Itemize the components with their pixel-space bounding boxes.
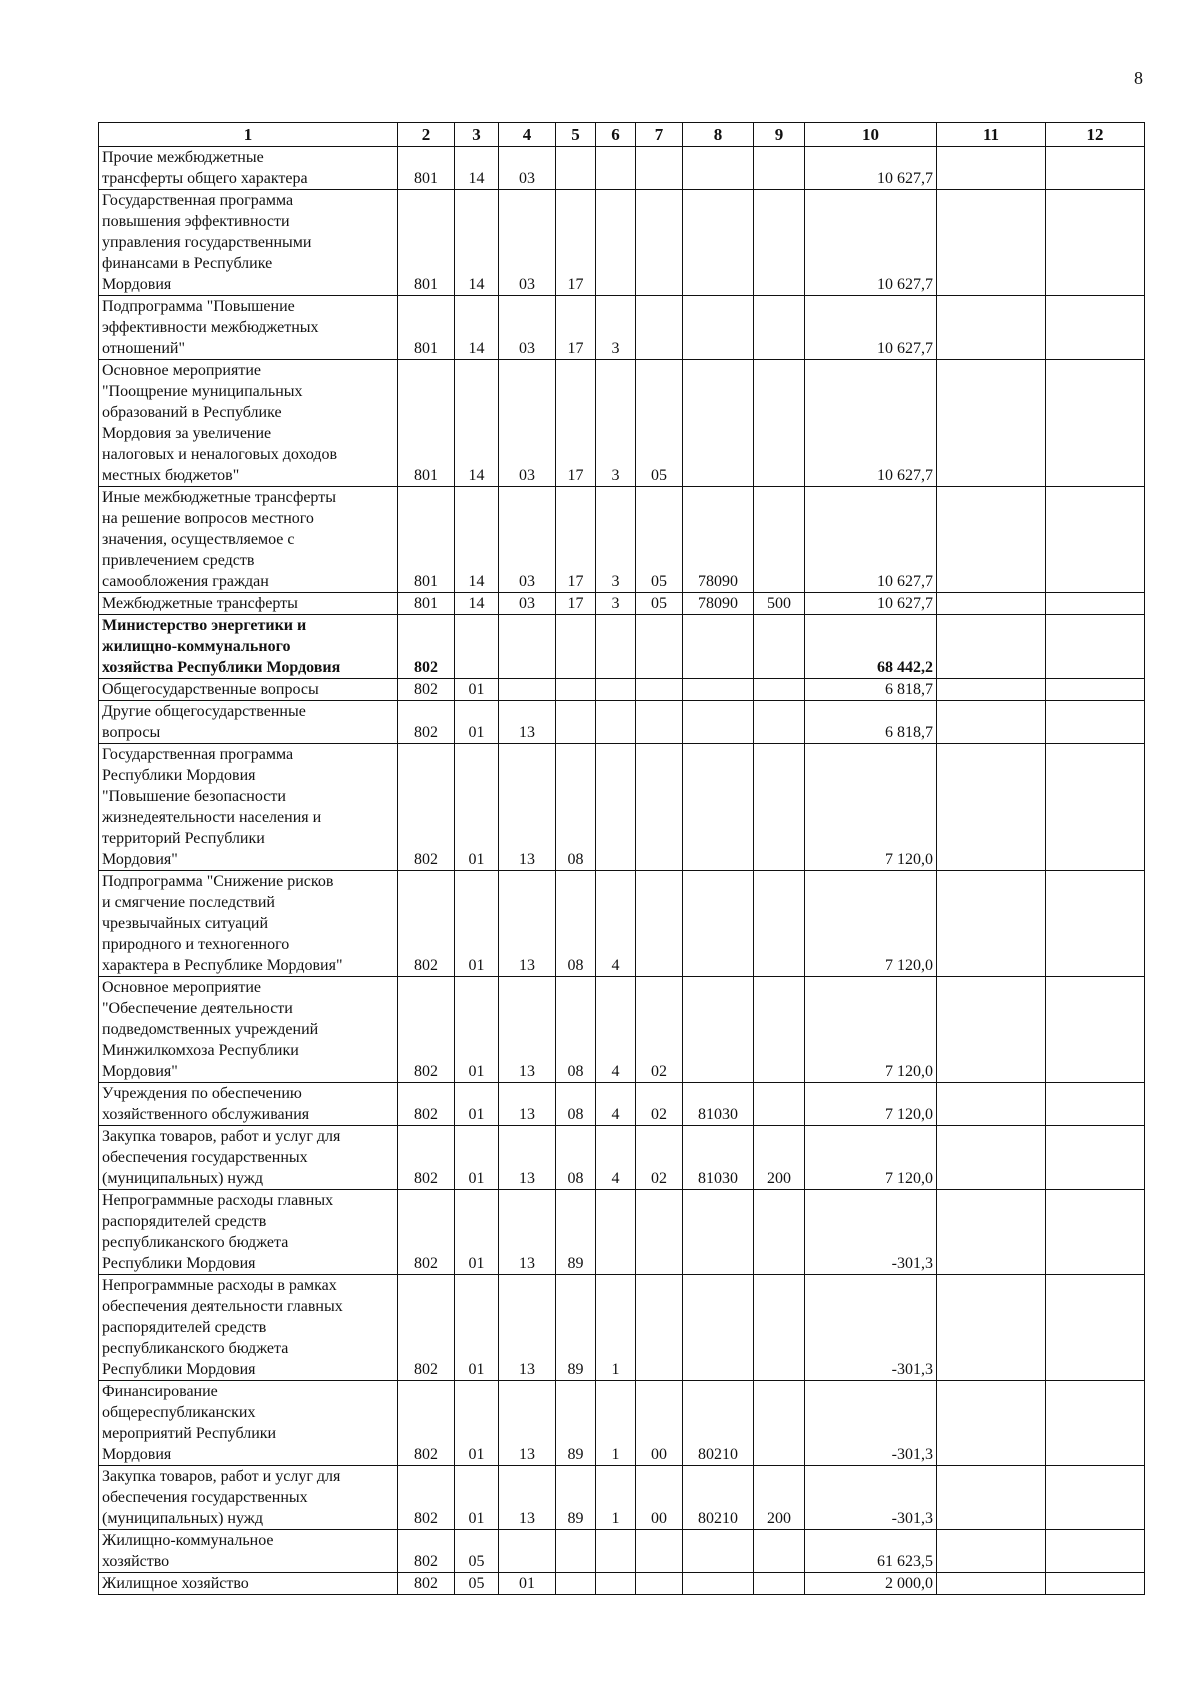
column-header: 3: [455, 123, 499, 147]
program-code-cell: 08: [556, 977, 596, 1083]
subprogram-code-cell: [596, 1530, 636, 1573]
column-12-cell: [1046, 1573, 1145, 1595]
expense-type-cell: [754, 1275, 805, 1381]
table-row: [99, 1573, 1145, 1595]
amount-cell: 61 623,5: [805, 1530, 937, 1573]
direction-code-cell: 81030: [683, 1083, 754, 1126]
subprogram-code-cell: [596, 1573, 636, 1595]
column-header: 11: [937, 123, 1046, 147]
activity-code-cell: [636, 296, 683, 360]
expense-type-cell: 500: [754, 593, 805, 615]
activity-code-cell: [636, 1530, 683, 1573]
column-12-cell: [1046, 1083, 1145, 1126]
expense-type-cell: 200: [754, 1466, 805, 1530]
amount-cell: 7 120,0: [805, 977, 937, 1083]
column-header: 8: [683, 123, 754, 147]
section-code-cell: 801: [398, 487, 455, 593]
subprogram-code-cell: 3: [596, 360, 636, 487]
amount-cell: 10 627,7: [805, 593, 937, 615]
expense-type-cell: [754, 744, 805, 871]
activity-code-cell: 05: [636, 360, 683, 487]
table-row: [99, 1083, 1145, 1126]
column-header: 2: [398, 123, 455, 147]
table-row: [99, 1126, 1145, 1190]
direction-code-cell: [683, 615, 754, 679]
row-name-cell: Основное мероприятие "Поощрение муниципальных образований в Республике Мордовия за увеличение налоговых и неналоговых доходов местных бюджетов": [99, 360, 398, 487]
activity-code-cell: 02: [636, 1083, 683, 1126]
column-12-cell: [1046, 1275, 1145, 1381]
column-12-cell: [1046, 1466, 1145, 1530]
table-row: [99, 296, 1145, 360]
activity-code-cell: [636, 744, 683, 871]
row-name-cell: Иные межбюджетные трансферты на решение вопросов местного значения, осуществляемое с привлечением средств самообложения граждан: [99, 487, 398, 593]
expense-type-cell: [754, 1530, 805, 1573]
direction-code-cell: 78090: [683, 593, 754, 615]
table-row: [99, 1190, 1145, 1275]
amount-cell: 7 120,0: [805, 1126, 937, 1190]
program-code-cell: 17: [556, 487, 596, 593]
column-11-cell: [937, 487, 1046, 593]
chapter-code-cell: 14: [455, 593, 499, 615]
subprogram-code-cell: 1: [596, 1275, 636, 1381]
program-code-cell: 89: [556, 1275, 596, 1381]
direction-code-cell: 81030: [683, 1126, 754, 1190]
direction-code-cell: [683, 871, 754, 977]
direction-code-cell: [683, 1530, 754, 1573]
section-code-cell: 802: [398, 701, 455, 744]
column-12-cell: [1046, 871, 1145, 977]
column-11-cell: [937, 147, 1046, 190]
chapter-code-cell: 01: [455, 871, 499, 977]
row-name-cell: Государственная программа повышения эффективности управления государственными финансами в Республике Мордовия: [99, 190, 398, 296]
table-row: [99, 871, 1145, 977]
amount-cell: 7 120,0: [805, 871, 937, 977]
chapter-code-cell: 14: [455, 360, 499, 487]
table-row: [99, 977, 1145, 1083]
section-code-cell: 802: [398, 977, 455, 1083]
activity-code-cell: [636, 1275, 683, 1381]
subsection-code-cell: 13: [499, 871, 556, 977]
program-code-cell: [556, 1573, 596, 1595]
section-code-cell: 802: [398, 1126, 455, 1190]
row-name-cell: Жилищное хозяйство: [99, 1573, 398, 1595]
activity-code-cell: [636, 1573, 683, 1595]
chapter-code-cell: 01: [455, 977, 499, 1083]
subsection-code-cell: 03: [499, 147, 556, 190]
column-11-cell: [937, 744, 1046, 871]
table-row: [99, 1530, 1145, 1573]
column-11-cell: [937, 1083, 1046, 1126]
row-name-cell: Жилищно-коммунальное хозяйство: [99, 1530, 398, 1573]
column-12-cell: [1046, 701, 1145, 744]
expense-type-cell: [754, 190, 805, 296]
amount-cell: 10 627,7: [805, 487, 937, 593]
column-12-cell: [1046, 190, 1145, 296]
expense-type-cell: [754, 1190, 805, 1275]
direction-code-cell: [683, 1190, 754, 1275]
activity-code-cell: 02: [636, 977, 683, 1083]
subprogram-code-cell: [596, 744, 636, 871]
chapter-code-cell: 05: [455, 1530, 499, 1573]
table-row: [99, 679, 1145, 701]
column-11-cell: [937, 977, 1046, 1083]
subprogram-code-cell: [596, 615, 636, 679]
column-header: 7: [636, 123, 683, 147]
direction-code-cell: [683, 701, 754, 744]
column-12-cell: [1046, 744, 1145, 871]
chapter-code-cell: 14: [455, 296, 499, 360]
expense-type-cell: [754, 679, 805, 701]
subprogram-code-cell: 4: [596, 871, 636, 977]
activity-code-cell: [636, 701, 683, 744]
chapter-code-cell: 01: [455, 1381, 499, 1466]
chapter-code-cell: 01: [455, 744, 499, 871]
subsection-code-cell: 01: [499, 1573, 556, 1595]
column-12-cell: [1046, 360, 1145, 487]
program-code-cell: 89: [556, 1466, 596, 1530]
column-12-cell: [1046, 147, 1145, 190]
amount-cell: 10 627,7: [805, 296, 937, 360]
amount-cell: 68 442,2: [805, 615, 937, 679]
amount-cell: -301,3: [805, 1190, 937, 1275]
row-name-cell: Министерство энергетики и жилищно-коммунального хозяйства Республики Мордовия: [99, 615, 398, 679]
subsection-code-cell: [499, 1530, 556, 1573]
table-row: [99, 360, 1145, 487]
column-11-cell: [937, 1275, 1046, 1381]
program-code-cell: 17: [556, 190, 596, 296]
amount-cell: 10 627,7: [805, 190, 937, 296]
expense-type-cell: [754, 977, 805, 1083]
amount-cell: -301,3: [805, 1381, 937, 1466]
chapter-code-cell: 14: [455, 190, 499, 296]
direction-code-cell: [683, 679, 754, 701]
expense-type-cell: [754, 615, 805, 679]
activity-code-cell: 02: [636, 1126, 683, 1190]
program-code-cell: 17: [556, 593, 596, 615]
expense-type-cell: [754, 701, 805, 744]
column-12-cell: [1046, 679, 1145, 701]
column-header: 10: [805, 123, 937, 147]
expense-type-cell: [754, 147, 805, 190]
column-12-cell: [1046, 296, 1145, 360]
chapter-code-cell: 01: [455, 1190, 499, 1275]
column-11-cell: [937, 701, 1046, 744]
row-name-cell: Другие общегосударственные вопросы: [99, 701, 398, 744]
program-code-cell: 08: [556, 1083, 596, 1126]
column-11-cell: [937, 1126, 1046, 1190]
direction-code-cell: [683, 190, 754, 296]
activity-code-cell: [636, 190, 683, 296]
program-code-cell: 08: [556, 871, 596, 977]
section-code-cell: 802: [398, 1381, 455, 1466]
column-header: 5: [556, 123, 596, 147]
program-code-cell: [556, 679, 596, 701]
amount-cell: 6 818,7: [805, 701, 937, 744]
table-row: [99, 701, 1145, 744]
direction-code-cell: [683, 147, 754, 190]
chapter-code-cell: 14: [455, 147, 499, 190]
subsection-code-cell: 13: [499, 1275, 556, 1381]
table-row: [99, 487, 1145, 593]
subprogram-code-cell: [596, 147, 636, 190]
subprogram-code-cell: 4: [596, 1083, 636, 1126]
table-row: [99, 147, 1145, 190]
subsection-code-cell: 13: [499, 1466, 556, 1530]
table-row: [99, 615, 1145, 679]
row-name-cell: Закупка товаров, работ и услуг для обеспечения государственных (муниципальных) нужд: [99, 1466, 398, 1530]
column-11-cell: [937, 871, 1046, 977]
subprogram-code-cell: 4: [596, 977, 636, 1083]
row-name-cell: Непрограммные расходы в рамках обеспечения деятельности главных распорядителей средств республиканского бюджета Республики Мордовия: [99, 1275, 398, 1381]
subsection-code-cell: 13: [499, 1381, 556, 1466]
page-number: 8: [1134, 68, 1143, 88]
subsection-code-cell: [499, 615, 556, 679]
direction-code-cell: [683, 744, 754, 871]
subsection-code-cell: 03: [499, 487, 556, 593]
column-12-cell: [1046, 593, 1145, 615]
chapter-code-cell: 01: [455, 679, 499, 701]
section-code-cell: 802: [398, 1466, 455, 1530]
activity-code-cell: [636, 871, 683, 977]
column-11-cell: [937, 679, 1046, 701]
activity-code-cell: [636, 615, 683, 679]
row-name-cell: Подпрограмма "Повышение эффективности межбюджетных отношений": [99, 296, 398, 360]
amount-cell: -301,3: [805, 1466, 937, 1530]
expense-type-cell: [754, 487, 805, 593]
column-12-cell: [1046, 1530, 1145, 1573]
direction-code-cell: 78090: [683, 487, 754, 593]
row-name-cell: Общегосударственные вопросы: [99, 679, 398, 701]
program-code-cell: 89: [556, 1381, 596, 1466]
column-11-cell: [937, 1573, 1046, 1595]
row-name-cell: Государственная программа Республики Мордовия "Повышение безопасности жизнедеятельности населения и территорий Республики Мордовия": [99, 744, 398, 871]
section-code-cell: 801: [398, 360, 455, 487]
section-code-cell: 802: [398, 1083, 455, 1126]
direction-code-cell: [683, 977, 754, 1083]
table-body: [99, 147, 1145, 1595]
section-code-cell: 801: [398, 296, 455, 360]
table-header-row: [99, 123, 1145, 147]
amount-cell: 2 000,0: [805, 1573, 937, 1595]
chapter-code-cell: 01: [455, 1126, 499, 1190]
direction-code-cell: [683, 1275, 754, 1381]
column-header: 9: [754, 123, 805, 147]
subsection-code-cell: [499, 679, 556, 701]
subprogram-code-cell: [596, 679, 636, 701]
chapter-code-cell: 01: [455, 1083, 499, 1126]
direction-code-cell: [683, 296, 754, 360]
table-row: [99, 1381, 1145, 1466]
column-11-cell: [937, 1466, 1046, 1530]
column-12-cell: [1046, 977, 1145, 1083]
direction-code-cell: 80210: [683, 1381, 754, 1466]
column-header: 1: [99, 123, 398, 147]
column-12-cell: [1046, 487, 1145, 593]
subprogram-code-cell: 3: [596, 593, 636, 615]
subsection-code-cell: 03: [499, 593, 556, 615]
subsection-code-cell: 13: [499, 1190, 556, 1275]
expense-type-cell: [754, 1573, 805, 1595]
expense-type-cell: [754, 1083, 805, 1126]
column-11-cell: [937, 1530, 1046, 1573]
section-code-cell: 802: [398, 1530, 455, 1573]
amount-cell: -301,3: [805, 1275, 937, 1381]
program-code-cell: 08: [556, 1126, 596, 1190]
subsection-code-cell: 03: [499, 296, 556, 360]
column-11-cell: [937, 360, 1046, 487]
row-name-cell: Прочие межбюджетные трансферты общего характера: [99, 147, 398, 190]
row-name-cell: Межбюджетные трансферты: [99, 593, 398, 615]
activity-code-cell: 05: [636, 593, 683, 615]
column-12-cell: [1046, 1190, 1145, 1275]
subprogram-code-cell: 3: [596, 296, 636, 360]
amount-cell: 10 627,7: [805, 360, 937, 487]
column-header: 6: [596, 123, 636, 147]
subsection-code-cell: 13: [499, 1126, 556, 1190]
section-code-cell: 802: [398, 1275, 455, 1381]
program-code-cell: 08: [556, 744, 596, 871]
section-code-cell: 802: [398, 744, 455, 871]
subprogram-code-cell: [596, 1190, 636, 1275]
chapter-code-cell: 01: [455, 701, 499, 744]
program-code-cell: 17: [556, 296, 596, 360]
row-name-cell: Финансирование общереспубликанских мероприятий Республики Мордовия: [99, 1381, 398, 1466]
section-code-cell: 801: [398, 190, 455, 296]
expense-type-cell: [754, 360, 805, 487]
subprogram-code-cell: [596, 190, 636, 296]
chapter-code-cell: 01: [455, 1466, 499, 1530]
table-row: [99, 1466, 1145, 1530]
subprogram-code-cell: 1: [596, 1381, 636, 1466]
subsection-code-cell: 13: [499, 1083, 556, 1126]
column-11-cell: [937, 615, 1046, 679]
table-row: [99, 1275, 1145, 1381]
subprogram-code-cell: 4: [596, 1126, 636, 1190]
activity-code-cell: 05: [636, 487, 683, 593]
activity-code-cell: 00: [636, 1466, 683, 1530]
subprogram-code-cell: 1: [596, 1466, 636, 1530]
program-code-cell: [556, 147, 596, 190]
row-name-cell: Закупка товаров, работ и услуг для обеспечения государственных (муниципальных) нужд: [99, 1126, 398, 1190]
program-code-cell: [556, 701, 596, 744]
table-row: [99, 744, 1145, 871]
subsection-code-cell: 13: [499, 744, 556, 871]
subprogram-code-cell: [596, 701, 636, 744]
program-code-cell: [556, 615, 596, 679]
direction-code-cell: 80210: [683, 1466, 754, 1530]
column-11-cell: [937, 1381, 1046, 1466]
direction-code-cell: [683, 1573, 754, 1595]
table-row: [99, 593, 1145, 615]
column-11-cell: [937, 593, 1046, 615]
section-code-cell: 802: [398, 871, 455, 977]
budget-table: [98, 122, 1145, 1595]
column-11-cell: [937, 1190, 1046, 1275]
section-code-cell: 802: [398, 1573, 455, 1595]
subsection-code-cell: 13: [499, 977, 556, 1083]
column-12-cell: [1046, 615, 1145, 679]
program-code-cell: [556, 1530, 596, 1573]
column-header: 12: [1046, 123, 1145, 147]
activity-code-cell: [636, 147, 683, 190]
expense-type-cell: 200: [754, 1126, 805, 1190]
column-11-cell: [937, 190, 1046, 296]
direction-code-cell: [683, 360, 754, 487]
section-code-cell: 802: [398, 615, 455, 679]
activity-code-cell: [636, 679, 683, 701]
chapter-code-cell: 01: [455, 1275, 499, 1381]
row-name-cell: Основное мероприятие "Обеспечение деятельности подведомственных учреждений Минжилкомхоза Республики Мордовия": [99, 977, 398, 1083]
expense-type-cell: [754, 296, 805, 360]
section-code-cell: 802: [398, 1190, 455, 1275]
amount-cell: 7 120,0: [805, 744, 937, 871]
subsection-code-cell: 03: [499, 360, 556, 487]
program-code-cell: 89: [556, 1190, 596, 1275]
amount-cell: 6 818,7: [805, 679, 937, 701]
activity-code-cell: 00: [636, 1381, 683, 1466]
program-code-cell: 17: [556, 360, 596, 487]
chapter-code-cell: 14: [455, 487, 499, 593]
expense-type-cell: [754, 1381, 805, 1466]
subsection-code-cell: 13: [499, 701, 556, 744]
row-name-cell: Непрограммные расходы главных распорядителей средств республиканского бюджета Республики Мордовия: [99, 1190, 398, 1275]
activity-code-cell: [636, 1190, 683, 1275]
column-11-cell: [937, 296, 1046, 360]
amount-cell: 7 120,0: [805, 1083, 937, 1126]
section-code-cell: 801: [398, 593, 455, 615]
chapter-code-cell: 05: [455, 1573, 499, 1595]
table-row: [99, 190, 1145, 296]
column-12-cell: [1046, 1381, 1145, 1466]
expense-type-cell: [754, 871, 805, 977]
chapter-code-cell: [455, 615, 499, 679]
row-name-cell: Подпрограмма "Снижение рисков и смягчение последствий чрезвычайных ситуаций природного и техногенного характера в Республике Мордовия": [99, 871, 398, 977]
subprogram-code-cell: 3: [596, 487, 636, 593]
row-name-cell: Учреждения по обеспечению хозяйственного обслуживания: [99, 1083, 398, 1126]
section-code-cell: 802: [398, 679, 455, 701]
subsection-code-cell: 03: [499, 190, 556, 296]
amount-cell: 10 627,7: [805, 147, 937, 190]
column-header: 4: [499, 123, 556, 147]
section-code-cell: 801: [398, 147, 455, 190]
column-12-cell: [1046, 1126, 1145, 1190]
